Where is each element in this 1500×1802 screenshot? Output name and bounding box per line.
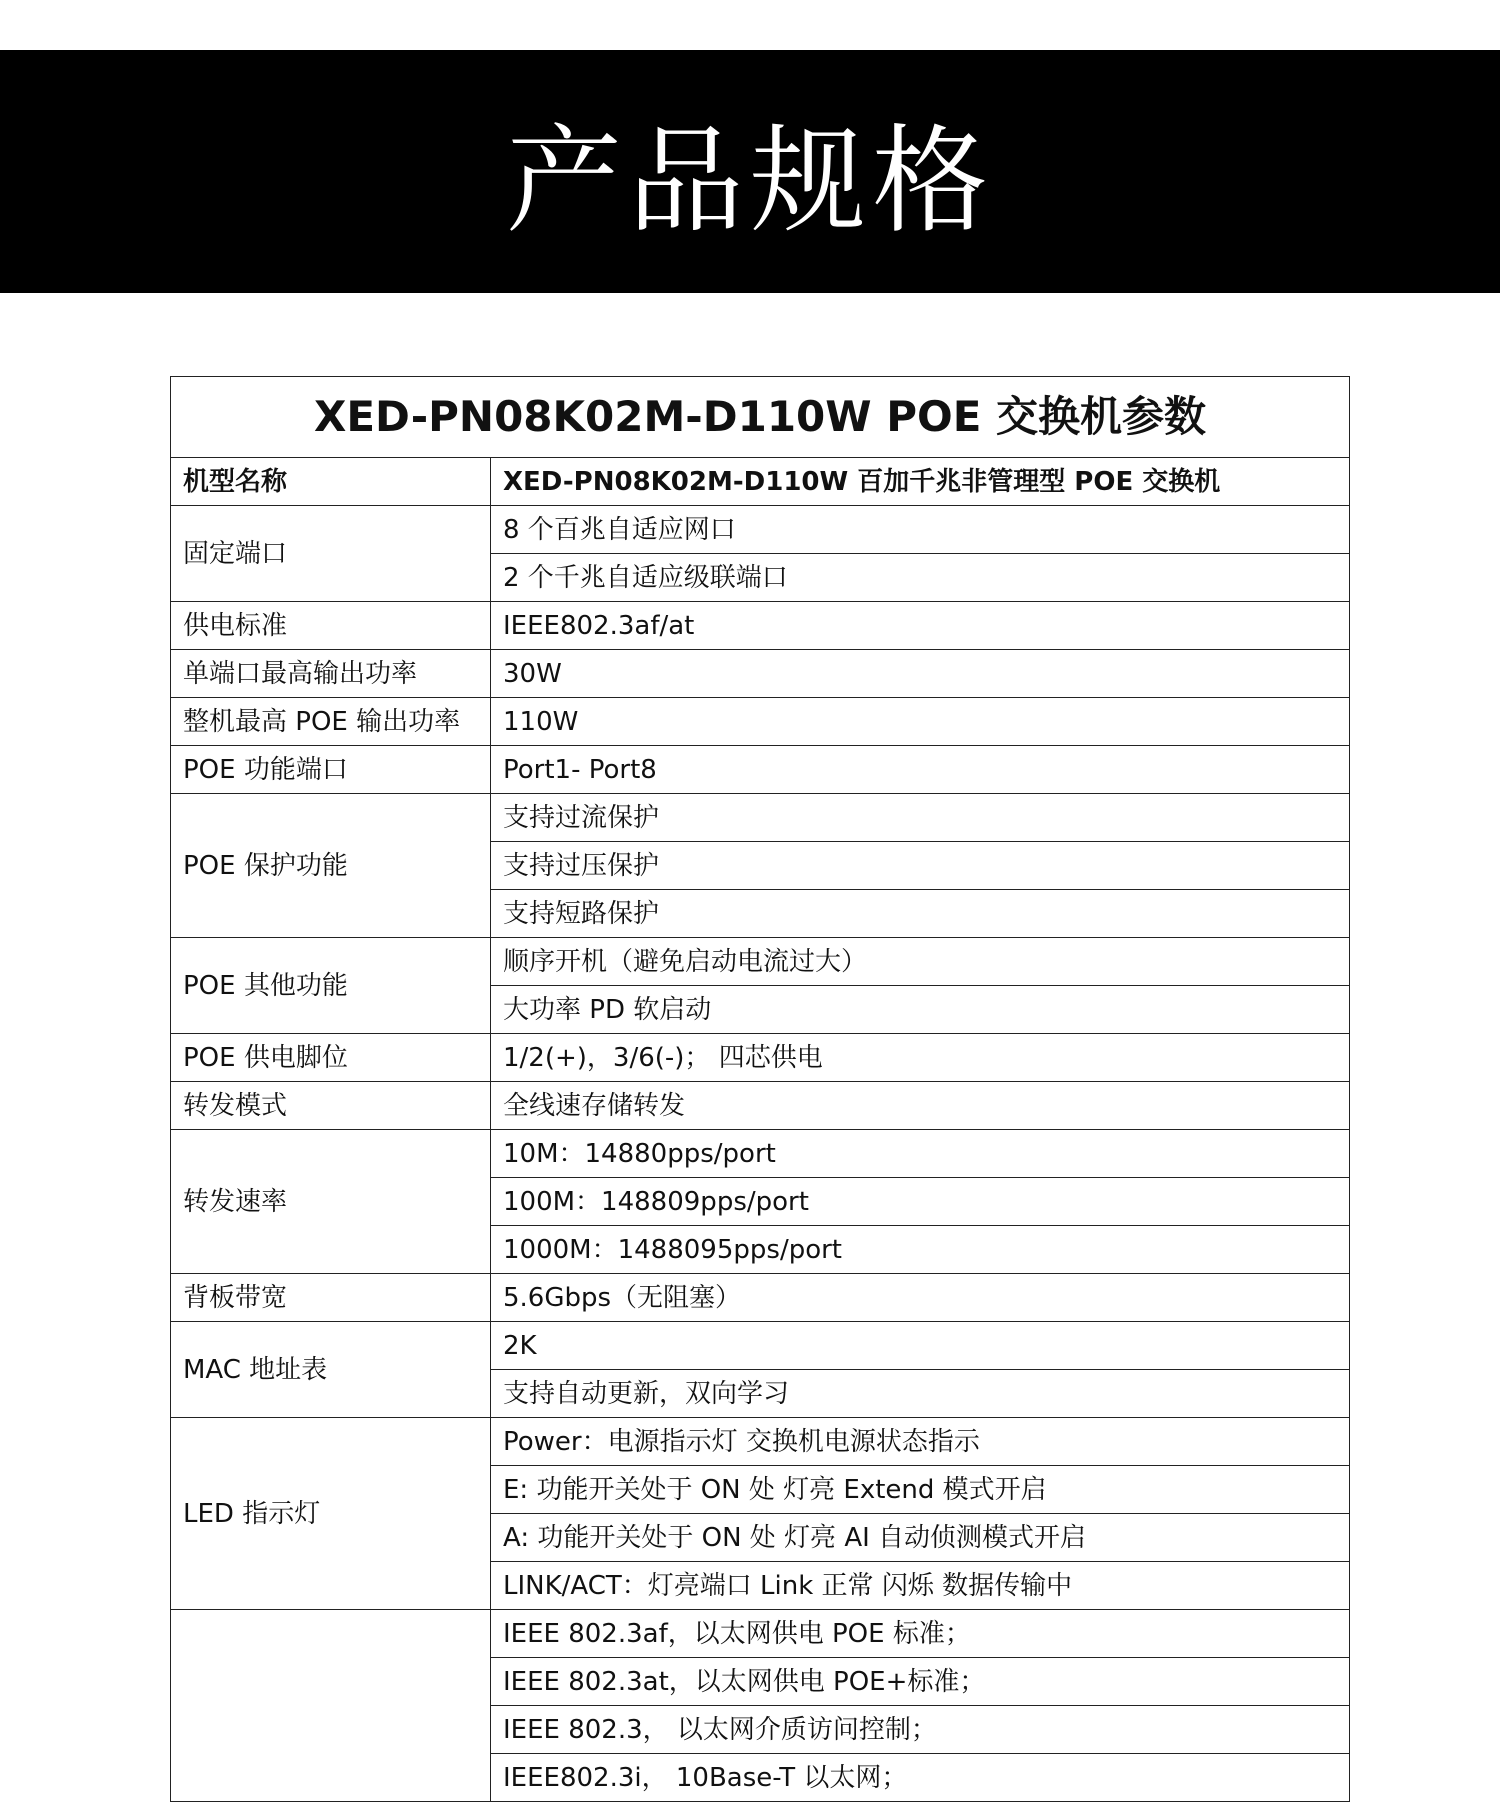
spec-value: E: 功能开关处于 ON 处 灯亮 Extend 模式开启 <box>491 1466 1350 1514</box>
spec-label: 固定端口 <box>171 506 491 602</box>
model-name-value: XED-PN08K02M-D110W 百加千兆非管理型 POE 交换机 <box>491 458 1350 506</box>
banner-title: 产品规格 <box>506 114 994 249</box>
spec-value: IEEE802.3af/at <box>491 602 1350 650</box>
spec-value: IEEE 802.3at，以太网供电 POE+标准； <box>491 1658 1350 1706</box>
spec-label: MAC 地址表 <box>171 1322 491 1418</box>
spec-value: 1000M：1488095pps/port <box>491 1226 1350 1274</box>
spec-value: 8 个百兆自适应网口 <box>491 506 1350 554</box>
spec-value: 全线速存储转发 <box>491 1082 1350 1130</box>
table-row <box>171 1130 1350 1178</box>
spec-value: 5.6Gbps（无阻塞） <box>491 1274 1350 1322</box>
table-header-row <box>171 458 1350 506</box>
table-title-row <box>171 377 1350 458</box>
spec-label: 供电标准 <box>171 602 491 650</box>
spec-value: 2K <box>491 1322 1350 1370</box>
table-row <box>171 1418 1350 1466</box>
spec-label: LED 指示灯 <box>171 1418 491 1610</box>
spec-value: A: 功能开关处于 ON 处 灯亮 AI 自动侦测模式开启 <box>491 1514 1350 1562</box>
spec-value: 大功率 PD 软启动 <box>491 986 1350 1034</box>
table-row <box>171 698 1350 746</box>
spec-label: 背板带宽 <box>171 1274 491 1322</box>
spec-label: 转发模式 <box>171 1082 491 1130</box>
spec-value: 100M：148809pps/port <box>491 1178 1350 1226</box>
table-row <box>171 1610 1350 1658</box>
spec-value: 支持短路保护 <box>491 890 1350 938</box>
model-name-label: 机型名称 <box>171 458 491 506</box>
spec-body <box>171 458 1350 1802</box>
spec-label: 单端口最高输出功率 <box>171 650 491 698</box>
spec-label: POE 供电脚位 <box>171 1034 491 1082</box>
table-row <box>171 938 1350 986</box>
spec-value: LINK/ACT：灯亮端口 Link 正常 闪烁 数据传输中 <box>491 1562 1350 1610</box>
table-row <box>171 794 1350 842</box>
table-row <box>171 506 1350 554</box>
spec-value: 110W <box>491 698 1350 746</box>
spec-label: 转发速率 <box>171 1130 491 1274</box>
spec-value: 顺序开机（避免启动电流过大） <box>491 938 1350 986</box>
spec-value: 1/2(+)，3/6(-)； 四芯供电 <box>491 1034 1350 1082</box>
table-row <box>171 1034 1350 1082</box>
spec-value: 10M：14880pps/port <box>491 1130 1350 1178</box>
spec-value: Power：电源指示灯 交换机电源状态指示 <box>491 1418 1350 1466</box>
table-row <box>171 1082 1350 1130</box>
spec-value: IEEE 802.3af，以太网供电 POE 标准； <box>491 1610 1350 1658</box>
spec-value: 支持过压保护 <box>491 842 1350 890</box>
spec-label: POE 功能端口 <box>171 746 491 794</box>
table-row <box>171 1274 1350 1322</box>
spec-value: 支持自动更新，双向学习 <box>491 1370 1350 1418</box>
spec-label: POE 保护功能 <box>171 794 491 938</box>
table-title: XED-PN08K02M-D110W POE 交换机参数 <box>171 377 1350 458</box>
spec-value: IEEE 802.3， 以太网介质访问控制； <box>491 1706 1350 1754</box>
spec-value: 30W <box>491 650 1350 698</box>
spec-value: 2 个千兆自适应级联端口 <box>491 554 1350 602</box>
spec-label <box>171 1610 491 1802</box>
spec-value: Port1- Port8 <box>491 746 1350 794</box>
table-row <box>171 602 1350 650</box>
spec-value: 支持过流保护 <box>491 794 1350 842</box>
table-row <box>171 746 1350 794</box>
table-row <box>171 1322 1350 1370</box>
spec-label: POE 其他功能 <box>171 938 491 1034</box>
spec-table <box>170 376 1350 1802</box>
spec-label: 整机最高 POE 输出功率 <box>171 698 491 746</box>
spec-value: IEEE802.3i， 10Base-T 以太网； <box>491 1754 1350 1802</box>
table-row <box>171 650 1350 698</box>
header-banner <box>0 50 1500 293</box>
